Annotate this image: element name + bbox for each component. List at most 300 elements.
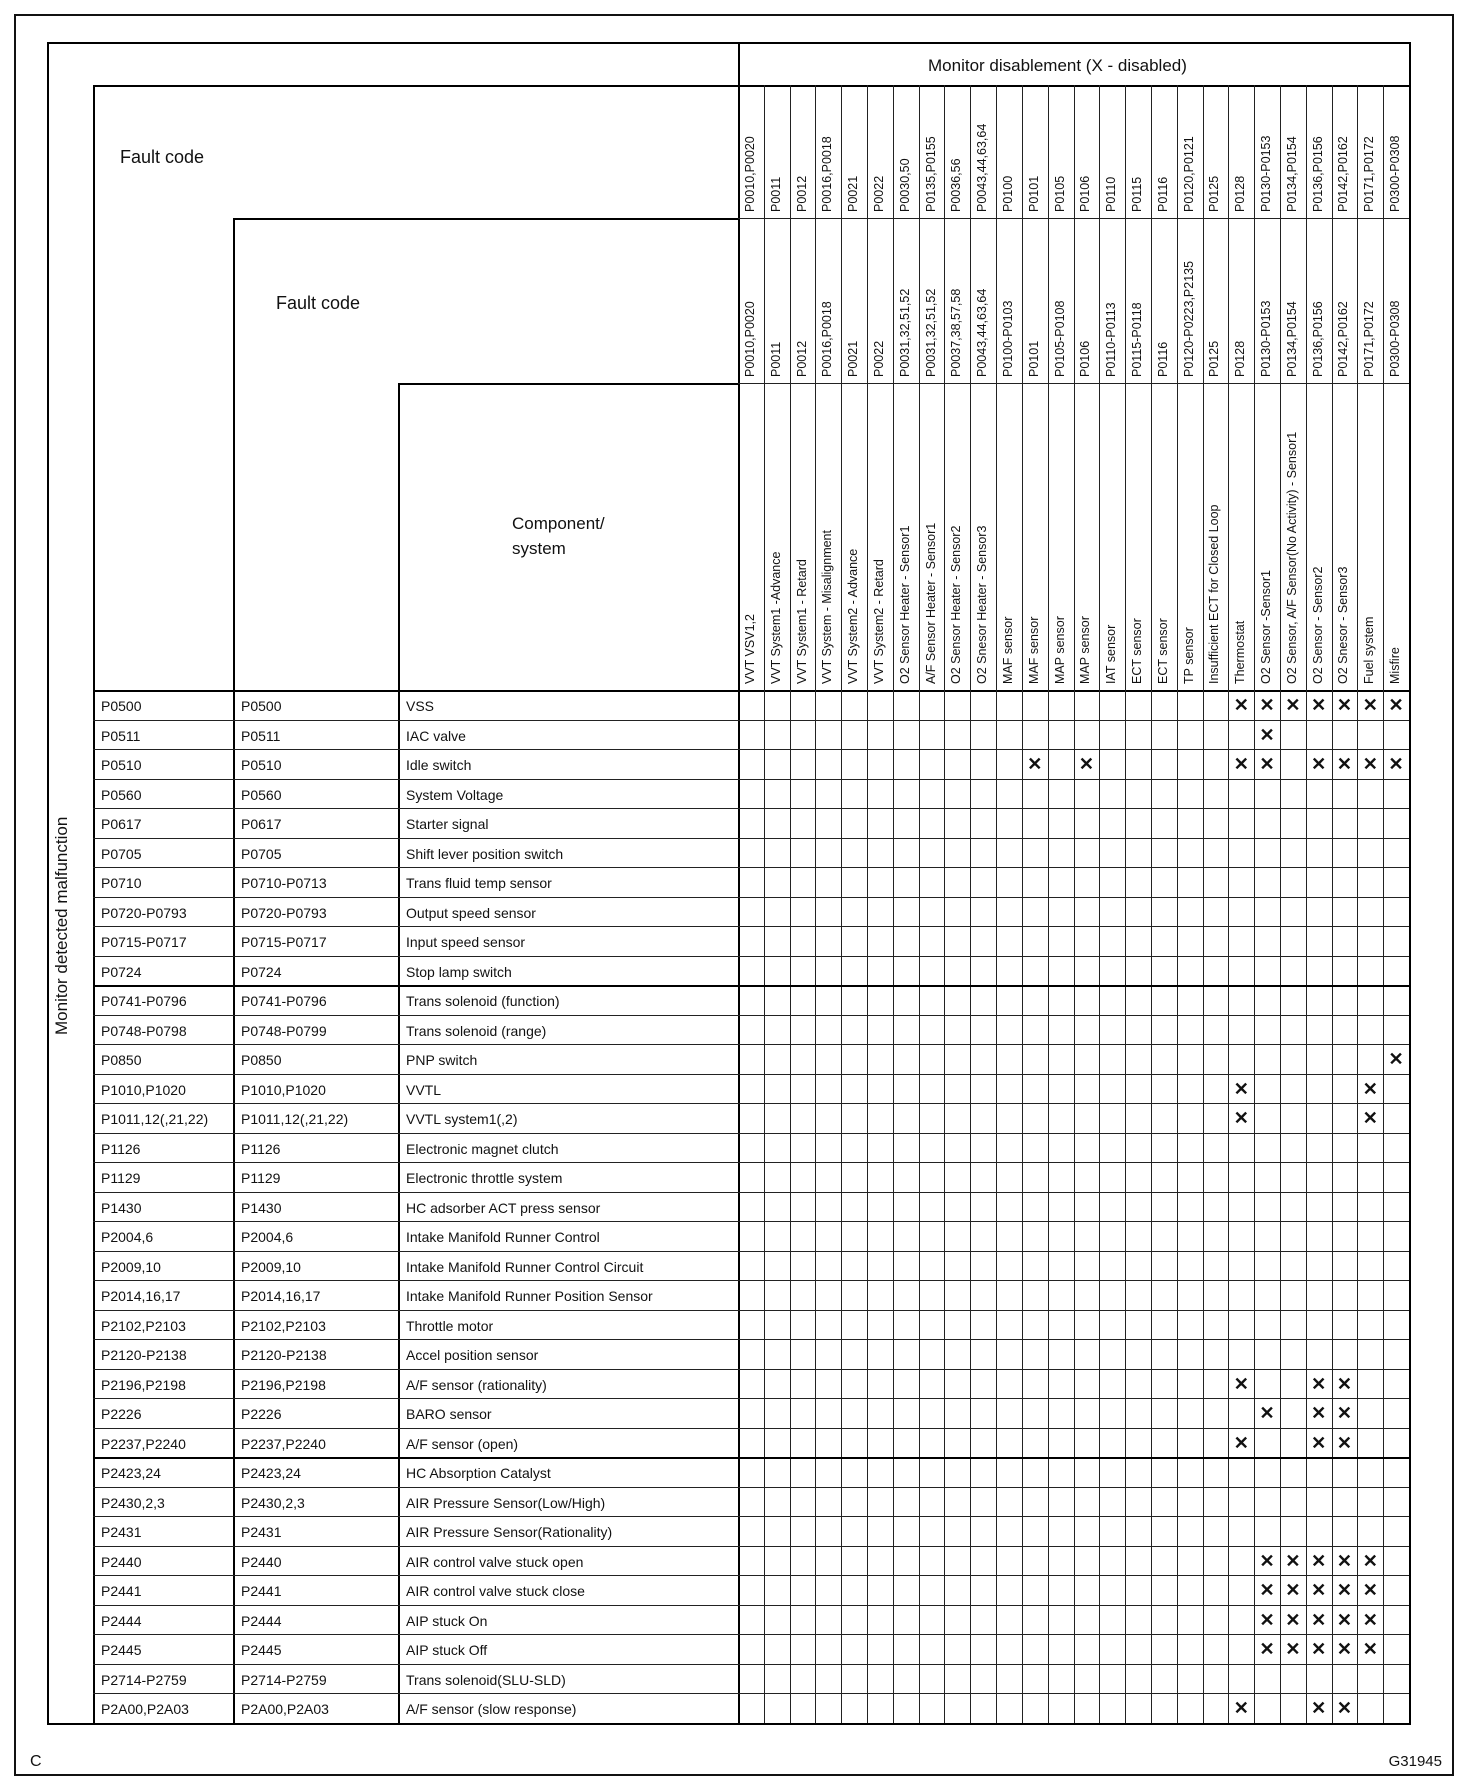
monitor-code-header: P0106 bbox=[1078, 340, 1093, 377]
component-left-border bbox=[398, 383, 400, 1723]
disabled-mark: ✕ bbox=[1311, 1550, 1327, 1571]
monitor-column-divider bbox=[1306, 85, 1307, 1723]
row-divider bbox=[93, 926, 1409, 927]
component-name: Trans solenoid (range) bbox=[406, 1022, 547, 1039]
disabled-mark: ✕ bbox=[1336, 1403, 1353, 1423]
disabled-mark: ✕ bbox=[1233, 754, 1249, 774]
monitor-code-header: P0134,P0154 bbox=[1284, 301, 1299, 377]
disabled-mark: ✕ bbox=[1027, 754, 1043, 774]
monitor-column-divider bbox=[919, 85, 920, 1723]
disabled-mark: ✕ bbox=[1362, 754, 1378, 774]
fault-code-primary: P0741-P0796 bbox=[101, 993, 187, 1009]
monitor-system-name: O2 Sensor, A/F Sensor(No Activity) - Sensor1 bbox=[1284, 431, 1299, 684]
monitor-code-header: P0100 bbox=[1000, 175, 1015, 212]
fault-code-detail: P2120-P2138 bbox=[241, 1347, 327, 1363]
monitor-column-divider bbox=[841, 85, 842, 1723]
monitor-code-header: P0110 bbox=[1104, 176, 1119, 212]
disabled-mark: ✕ bbox=[1311, 1698, 1327, 1718]
fault-code-detail: P2102,P2103 bbox=[241, 1317, 326, 1334]
component-name: AIP stuck Off bbox=[406, 1642, 488, 1658]
disabled-mark: ✕ bbox=[1362, 695, 1378, 715]
monitor-system-name: Thermostat bbox=[1233, 620, 1248, 684]
corner-letter: C bbox=[30, 1753, 42, 1770]
fault-code-detail: P0511 bbox=[241, 727, 281, 744]
fault-code-primary: P2226 bbox=[101, 1406, 142, 1422]
monitor-system-name: ECT sensor bbox=[1130, 618, 1145, 684]
fault-code-detail: P0560 bbox=[241, 786, 282, 803]
monitor-code-header: P0136,P0156 bbox=[1310, 136, 1325, 212]
disabled-mark: ✕ bbox=[1259, 1639, 1275, 1659]
monitor-code-header: P0037,38,57,58 bbox=[949, 288, 964, 377]
fault-code-detail: P2445 bbox=[241, 1642, 282, 1658]
disabled-mark: ✕ bbox=[1311, 1373, 1327, 1394]
row-divider bbox=[93, 779, 1409, 780]
fault-code-primary: P2440 bbox=[101, 1553, 142, 1570]
fault-code-primary: P2237,P2240 bbox=[101, 1435, 186, 1452]
monitor-code-header: P0016,P0018 bbox=[820, 301, 835, 377]
monitor-column-divider bbox=[1228, 85, 1229, 1723]
monitor-code-header: P0100-P0103 bbox=[1000, 300, 1015, 377]
monitor-system-name: VVT System1 -Advance bbox=[768, 551, 783, 684]
row-divider bbox=[93, 1310, 1409, 1311]
component-name: A/F sensor (rationality) bbox=[406, 1376, 547, 1393]
fault-code-primary: P2A00,P2A03 bbox=[101, 1701, 189, 1717]
disabled-mark: ✕ bbox=[1285, 1639, 1301, 1659]
monitor-column-divider bbox=[1074, 85, 1075, 1723]
row-divider bbox=[93, 1280, 1409, 1281]
monitor-column-divider bbox=[996, 85, 997, 1723]
monitor-code-header: P0011 bbox=[768, 341, 783, 377]
disabled-mark: ✕ bbox=[1311, 1609, 1327, 1630]
component-name: Stop lamp switch bbox=[406, 963, 512, 980]
fault-code-detail: P2440 bbox=[241, 1553, 282, 1570]
monitor-code-header: P0128 bbox=[1233, 340, 1248, 377]
fault-code-primary: P0724 bbox=[101, 963, 142, 980]
component-name: Electronic throttle system bbox=[406, 1170, 563, 1186]
component-name: Idle switch bbox=[406, 757, 472, 773]
disabled-mark: ✕ bbox=[1336, 754, 1353, 774]
monitor-column-divider bbox=[1383, 85, 1384, 1723]
monitor-code-header: P0142,P0162 bbox=[1336, 301, 1351, 377]
monitor-code-header: P0043,44,63,64 bbox=[975, 123, 990, 212]
monitor-code-header: P0021 bbox=[846, 175, 861, 212]
disabled-mark: ✕ bbox=[1285, 1580, 1301, 1600]
disabled-mark: ✕ bbox=[1336, 1373, 1353, 1394]
monitor-code-header: P0031,32,51,52 bbox=[923, 288, 938, 377]
component-name: VVTL bbox=[406, 1081, 442, 1098]
disabled-mark: ✕ bbox=[1362, 1580, 1378, 1600]
monitor-column-divider bbox=[1357, 85, 1358, 1723]
monitor-code-header: P0022 bbox=[871, 340, 886, 377]
monitor-code-header: P0120-P0223,P2135 bbox=[1181, 260, 1196, 377]
monitor-code-header: P0101 bbox=[1026, 175, 1041, 212]
fault-code-detail: P1011,12(,21,22) bbox=[241, 1111, 349, 1127]
fault-code-primary: P2430,2,3 bbox=[101, 1494, 165, 1511]
monitor-column-divider bbox=[1151, 85, 1152, 1723]
monitor-code-header: P0134,P0154 bbox=[1284, 136, 1299, 212]
monitor-code-header: P0136,P0156 bbox=[1310, 301, 1325, 377]
monitor-system-name: Misfire bbox=[1388, 647, 1403, 684]
monitor-code-header: P0030,50 bbox=[897, 158, 912, 212]
fault-code-primary: P2441 bbox=[101, 1583, 142, 1599]
monitor-code-header: P0105-P0108 bbox=[1052, 300, 1067, 377]
disabled-mark: ✕ bbox=[1311, 754, 1327, 774]
table-border-top bbox=[47, 42, 1409, 44]
monitor-system-name: O2 Sensor -Sensor1 bbox=[1259, 570, 1274, 684]
monitor-code-header: P0300-P0308 bbox=[1388, 300, 1403, 377]
monitor-code-header: P0128 bbox=[1233, 175, 1248, 212]
fault-code-detail: P2441 bbox=[241, 1583, 282, 1599]
row-divider bbox=[93, 1221, 1409, 1222]
code2-left-border bbox=[233, 218, 235, 1723]
monitor-system-name: IAT sensor bbox=[1104, 624, 1119, 684]
component-name: AIR control valve stuck open bbox=[406, 1553, 584, 1570]
row-divider bbox=[93, 1428, 1409, 1429]
component-name: Starter signal bbox=[406, 816, 489, 832]
monitor-system-name: VVT System2 - Retard bbox=[871, 559, 886, 684]
component-name: Intake Manifold Runner Position Sensor bbox=[406, 1288, 653, 1304]
component-name: Output speed sensor bbox=[406, 904, 536, 921]
monitor-code-header: P0031,32,51,52 bbox=[897, 288, 912, 377]
monitor-column-divider bbox=[790, 85, 791, 1723]
monitor-system-name: TP sensor bbox=[1181, 627, 1196, 684]
monitor-disablement-table bbox=[32, 26, 1417, 1718]
fault-code-primary: P0720-P0793 bbox=[101, 904, 187, 921]
component-name: Intake Manifold Runner Control bbox=[406, 1229, 600, 1245]
row-divider bbox=[93, 1693, 1409, 1694]
code1-left-border bbox=[93, 85, 95, 1723]
disabled-mark: ✕ bbox=[1336, 1698, 1353, 1718]
component-name: AIR Pressure Sensor(Rationality) bbox=[406, 1524, 613, 1540]
monitor-system-name: O2 Sensor - Sensor2 bbox=[1310, 566, 1325, 684]
row-divider bbox=[93, 1398, 1409, 1399]
disabled-mark: ✕ bbox=[1259, 1403, 1275, 1423]
disabled-mark: ✕ bbox=[1259, 724, 1275, 745]
disabled-mark: ✕ bbox=[1336, 1639, 1353, 1659]
fault-code-detail: P2430,2,3 bbox=[241, 1494, 305, 1511]
monitor-system-name: VVT System - Misalignment bbox=[820, 530, 835, 684]
fault-code-detail: P2A00,P2A03 bbox=[241, 1701, 329, 1717]
table-border-bottom bbox=[47, 1723, 1411, 1725]
monitor-code-header: P0125 bbox=[1207, 175, 1222, 212]
row-divider bbox=[93, 985, 1409, 987]
fault-code-label-2: Fault code bbox=[276, 293, 361, 313]
component-label-line2: system bbox=[512, 539, 566, 558]
monitor-code-header: P0110-P0113 bbox=[1104, 302, 1119, 377]
monitor-code-header: P0010,P0020 bbox=[742, 136, 757, 212]
disabled-mark: ✕ bbox=[1336, 1550, 1353, 1571]
fault-code-primary: P2714-P2759 bbox=[101, 1671, 187, 1688]
row-divider bbox=[93, 1546, 1409, 1547]
row-divider bbox=[93, 1516, 1409, 1517]
disabled-mark: ✕ bbox=[1259, 754, 1275, 774]
fault-code-primary: P0748-P0798 bbox=[101, 1022, 187, 1039]
monitor-column-divider bbox=[1254, 85, 1255, 1723]
monitor-code-header: P0016,P0018 bbox=[820, 136, 835, 212]
monitor-system-name: Insufficient ECT for Closed Loop bbox=[1207, 504, 1222, 684]
fault-code-detail: P2237,P2240 bbox=[241, 1435, 326, 1452]
monitor-column-divider bbox=[893, 85, 894, 1723]
monitor-column-divider bbox=[1280, 85, 1281, 1723]
monitor-column-divider bbox=[1125, 85, 1126, 1723]
fault-code-detail: P1126 bbox=[241, 1140, 281, 1157]
monitor-code-header: P0115 bbox=[1130, 176, 1145, 212]
monitor-code-header: P0106 bbox=[1078, 175, 1093, 212]
row-divider bbox=[93, 897, 1409, 898]
disabled-mark: ✕ bbox=[1233, 1078, 1249, 1099]
component-name: Trans solenoid(SLU-SLD) bbox=[406, 1671, 566, 1688]
fault-code-primary: P0500 bbox=[101, 698, 142, 714]
component-name: AIR Pressure Sensor(Low/High) bbox=[406, 1494, 606, 1511]
monitor-system-name: VVT System2 - Advance bbox=[846, 548, 861, 684]
monitor-code-header: P0010,P0020 bbox=[742, 301, 757, 377]
header-bottom-rule bbox=[93, 690, 1409, 692]
fault-code-primary: P1430 bbox=[101, 1199, 142, 1216]
component-name: System Voltage bbox=[406, 786, 504, 803]
monitor-system-name: O2 Sensor Heater - Sensor1 bbox=[897, 525, 912, 684]
disabled-mark: ✕ bbox=[1259, 1550, 1275, 1571]
disabled-mark: ✕ bbox=[1362, 1609, 1378, 1630]
monitor-code-header: P0171,P0172 bbox=[1362, 301, 1377, 377]
monitor-code-header: P0036,56 bbox=[949, 158, 964, 212]
fault-code-detail: P0715-P0717 bbox=[241, 934, 327, 950]
disabled-mark: ✕ bbox=[1259, 1609, 1275, 1630]
monitor-system-name: A/F Sensor Heater - Sensor1 bbox=[923, 522, 938, 684]
monitor-system-name: MAF sensor bbox=[1000, 616, 1015, 684]
fault-code-primary: P0511 bbox=[101, 727, 141, 744]
component-name: Input speed sensor bbox=[406, 934, 526, 950]
disabled-mark: ✕ bbox=[1233, 1698, 1249, 1718]
disabled-mark: ✕ bbox=[1311, 695, 1327, 715]
row-divider bbox=[93, 838, 1409, 839]
disabled-mark: ✕ bbox=[1311, 1580, 1327, 1600]
fault-code-detail: P2009,10 bbox=[241, 1258, 301, 1275]
side-label: Monitor detected malfunction bbox=[52, 816, 71, 1035]
component-name: Trans solenoid (function) bbox=[406, 993, 560, 1009]
fault-code-primary: P0850 bbox=[101, 1052, 142, 1068]
monitor-column-divider bbox=[1177, 85, 1178, 1723]
monitor-code-header: P0021 bbox=[846, 340, 861, 377]
monitor-code-header: P0115-P0118 bbox=[1130, 302, 1145, 377]
disabled-mark: ✕ bbox=[1233, 695, 1249, 715]
monitor-title: Monitor disablement (X - disabled) bbox=[928, 56, 1187, 75]
row-divider bbox=[93, 1575, 1409, 1576]
disabled-mark: ✕ bbox=[1259, 695, 1275, 715]
row-divider bbox=[93, 1103, 1409, 1104]
component-name: Electronic magnet clutch bbox=[406, 1140, 559, 1157]
disabled-mark: ✕ bbox=[1311, 1432, 1327, 1453]
fault-code-primary: P0705 bbox=[101, 845, 142, 862]
disabled-mark: ✕ bbox=[1311, 1403, 1327, 1423]
fault-code-primary: P0710 bbox=[101, 875, 142, 891]
monitor-code-header: P0130-P0153 bbox=[1259, 135, 1274, 212]
fault-code-primary: P0715-P0717 bbox=[101, 934, 187, 950]
component-name: Trans fluid temp sensor bbox=[406, 875, 552, 891]
row-divider bbox=[93, 720, 1409, 721]
disabled-mark: ✕ bbox=[1362, 1108, 1378, 1128]
fault-code-primary: P1129 bbox=[101, 1170, 141, 1186]
fault-code-detail: P2431 bbox=[241, 1524, 282, 1540]
fault-code-detail: P0741-P0796 bbox=[241, 993, 327, 1009]
fault-code-primary: P2009,10 bbox=[101, 1258, 161, 1275]
component-name: AIP stuck On bbox=[406, 1612, 488, 1629]
disabled-mark: ✕ bbox=[1285, 1609, 1301, 1630]
fault-code-detail: P2014,16,17 bbox=[241, 1288, 321, 1304]
fault-code-primary: P1126 bbox=[101, 1140, 141, 1157]
header-rule-2 bbox=[233, 218, 738, 220]
fault-code-primary: P2120-P2138 bbox=[101, 1347, 187, 1363]
fault-code-primary: P2196,P2198 bbox=[101, 1376, 186, 1393]
header-rule-1 bbox=[93, 85, 1409, 87]
fault-code-detail: P0705 bbox=[241, 845, 282, 862]
table-border-left bbox=[47, 42, 49, 1723]
fault-code-primary: P2444 bbox=[101, 1612, 142, 1629]
monitor-column-divider bbox=[970, 85, 971, 1723]
fault-code-primary: P2102,P2103 bbox=[101, 1317, 186, 1334]
fault-code-primary: P2431 bbox=[101, 1524, 142, 1540]
fault-code-primary: P0617 bbox=[101, 816, 142, 832]
row-divider bbox=[93, 1133, 1409, 1134]
monitor-code-header: P0300-P0308 bbox=[1388, 135, 1403, 212]
fault-code-detail: P0617 bbox=[241, 816, 282, 832]
row-divider bbox=[93, 1192, 1409, 1193]
row-divider bbox=[93, 1015, 1409, 1016]
fault-code-detail: P2004,6 bbox=[241, 1229, 294, 1245]
component-label: Component/ bbox=[512, 514, 605, 533]
monitor-system-name: Fuel system bbox=[1362, 616, 1377, 684]
monitor-column-divider bbox=[815, 85, 816, 1723]
fault-code-detail: P1430 bbox=[241, 1199, 282, 1216]
disabled-mark: ✕ bbox=[1388, 754, 1404, 774]
disabled-mark: ✕ bbox=[1362, 1639, 1378, 1659]
monitor-code-header: P0105 bbox=[1052, 175, 1067, 212]
monitor-column-divider bbox=[1099, 85, 1100, 1723]
component-name: PNP switch bbox=[406, 1052, 478, 1068]
row-divider bbox=[93, 749, 1409, 750]
fault-code-detail: P2444 bbox=[241, 1612, 282, 1629]
disabled-mark: ✕ bbox=[1078, 754, 1094, 774]
component-name: BARO sensor bbox=[406, 1406, 492, 1422]
fault-code-detail: P0710-P0713 bbox=[241, 875, 327, 891]
disabled-mark: ✕ bbox=[1311, 1639, 1327, 1659]
row-divider bbox=[93, 1605, 1409, 1606]
fault-code-primary: P1010,P1020 bbox=[101, 1081, 186, 1098]
fault-code-detail: P0748-P0799 bbox=[241, 1022, 327, 1039]
monitor-system-name: O2 Snesor - Sensor3 bbox=[1336, 566, 1351, 684]
monitor-code-header: P0012 bbox=[794, 175, 809, 212]
fault-code-primary: P0510 bbox=[101, 757, 142, 773]
fault-code-primary: P0560 bbox=[101, 786, 142, 803]
fault-code-detail: P2714-P2759 bbox=[241, 1671, 327, 1688]
monitor-code-header: P0130-P0153 bbox=[1259, 300, 1274, 377]
monitor-area-divider bbox=[738, 42, 740, 1723]
disabled-mark: ✕ bbox=[1336, 1609, 1353, 1630]
monitor-code-header: P0135,P0155 bbox=[923, 136, 938, 212]
fault-code-primary: P2004,6 bbox=[101, 1229, 154, 1245]
monitor-code-header: P0125 bbox=[1207, 340, 1222, 377]
fault-code-detail: P0724 bbox=[241, 963, 282, 980]
component-name: A/F sensor (open) bbox=[406, 1435, 519, 1452]
fault-code-detail: P1010,P1020 bbox=[241, 1081, 326, 1098]
fault-code-primary: P2445 bbox=[101, 1642, 142, 1658]
monitor-code-header: P0101 bbox=[1026, 340, 1041, 377]
disabled-mark: ✕ bbox=[1233, 1373, 1249, 1394]
row-divider bbox=[93, 1634, 1409, 1635]
monitor-code-header: P0116 bbox=[1155, 341, 1170, 377]
monitor-code-header: P0011 bbox=[768, 176, 783, 212]
monitor-column-divider bbox=[1048, 85, 1049, 1723]
row-divider bbox=[93, 1044, 1409, 1045]
disabled-mark: ✕ bbox=[1388, 695, 1404, 715]
fault-code-detail: P0500 bbox=[241, 698, 282, 714]
fault-code-detail: P2226 bbox=[241, 1406, 282, 1422]
header-rule-3 bbox=[398, 383, 738, 385]
monitor-code-header: P0022 bbox=[871, 175, 886, 212]
fault-code-detail: P2196,P2198 bbox=[241, 1376, 326, 1393]
monitor-column-divider bbox=[1203, 85, 1204, 1723]
monitor-code-header: P0120,P0121 bbox=[1181, 136, 1196, 212]
disabled-mark: ✕ bbox=[1362, 1550, 1378, 1571]
row-divider bbox=[93, 1664, 1409, 1665]
component-name: Intake Manifold Runner Control Circuit bbox=[406, 1258, 644, 1275]
component-name: VSS bbox=[406, 698, 435, 714]
row-divider bbox=[93, 1457, 1409, 1459]
disabled-mark: ✕ bbox=[1285, 1550, 1301, 1571]
disabled-mark: ✕ bbox=[1233, 1432, 1249, 1453]
figure-id: G31945 bbox=[1388, 1753, 1442, 1770]
row-divider bbox=[93, 1251, 1409, 1252]
disabled-mark: ✕ bbox=[1259, 1580, 1275, 1600]
fault-code-primary: P2014,16,17 bbox=[101, 1288, 181, 1304]
monitor-system-name: MAF sensor bbox=[1026, 616, 1041, 684]
monitor-system-name: ECT sensor bbox=[1155, 618, 1170, 684]
fault-code-detail: P2423,24 bbox=[241, 1465, 301, 1481]
component-name: HC Absorption Catalyst bbox=[406, 1465, 551, 1481]
component-name: VVTL system1(,2) bbox=[406, 1111, 518, 1127]
component-name: HC adsorber ACT press sensor bbox=[406, 1199, 601, 1216]
monitor-code-header: P0171,P0172 bbox=[1362, 136, 1377, 212]
fault-code-label-1: Fault code bbox=[120, 147, 205, 167]
monitor-system-name: MAP sensor bbox=[1052, 616, 1067, 684]
row-divider bbox=[93, 808, 1409, 809]
row-divider bbox=[93, 1074, 1409, 1075]
component-name: Throttle motor bbox=[406, 1317, 494, 1334]
component-name: A/F sensor (slow response) bbox=[406, 1701, 577, 1717]
fault-code-detail: P0720-P0793 bbox=[241, 904, 327, 921]
component-name: AIR control valve stuck close bbox=[406, 1583, 585, 1599]
monitor-column-divider bbox=[867, 85, 868, 1723]
monitor-column-divider bbox=[764, 85, 765, 1723]
monitor-system-name: VVT VSV1,2 bbox=[742, 614, 757, 684]
fault-code-detail: P1129 bbox=[241, 1170, 281, 1186]
disabled-mark: ✕ bbox=[1285, 695, 1301, 715]
fault-code-detail: P0510 bbox=[241, 757, 282, 773]
disabled-mark: ✕ bbox=[1362, 1078, 1378, 1099]
disabled-mark: ✕ bbox=[1233, 1108, 1249, 1128]
fault-code-primary: P2423,24 bbox=[101, 1465, 161, 1481]
monitor-column-divider bbox=[944, 85, 945, 1723]
monitor-code-header: P0142,P0162 bbox=[1336, 136, 1351, 212]
disabled-mark: ✕ bbox=[1336, 1432, 1353, 1453]
fault-code-primary: P1011,12(,21,22) bbox=[101, 1111, 209, 1127]
disabled-mark: ✕ bbox=[1388, 1049, 1404, 1069]
monitor-column-divider bbox=[1022, 85, 1023, 1723]
monitor-system-name: MAP sensor bbox=[1078, 616, 1093, 684]
monitor-system-name: O2 Snesor Heater - Sensor3 bbox=[975, 525, 990, 684]
monitor-system-name: O2 Sensor Heater - Sensor2 bbox=[949, 525, 964, 684]
monitor-code-header: P0043,44,63,64 bbox=[975, 288, 990, 377]
table-border-right bbox=[1409, 42, 1411, 1725]
